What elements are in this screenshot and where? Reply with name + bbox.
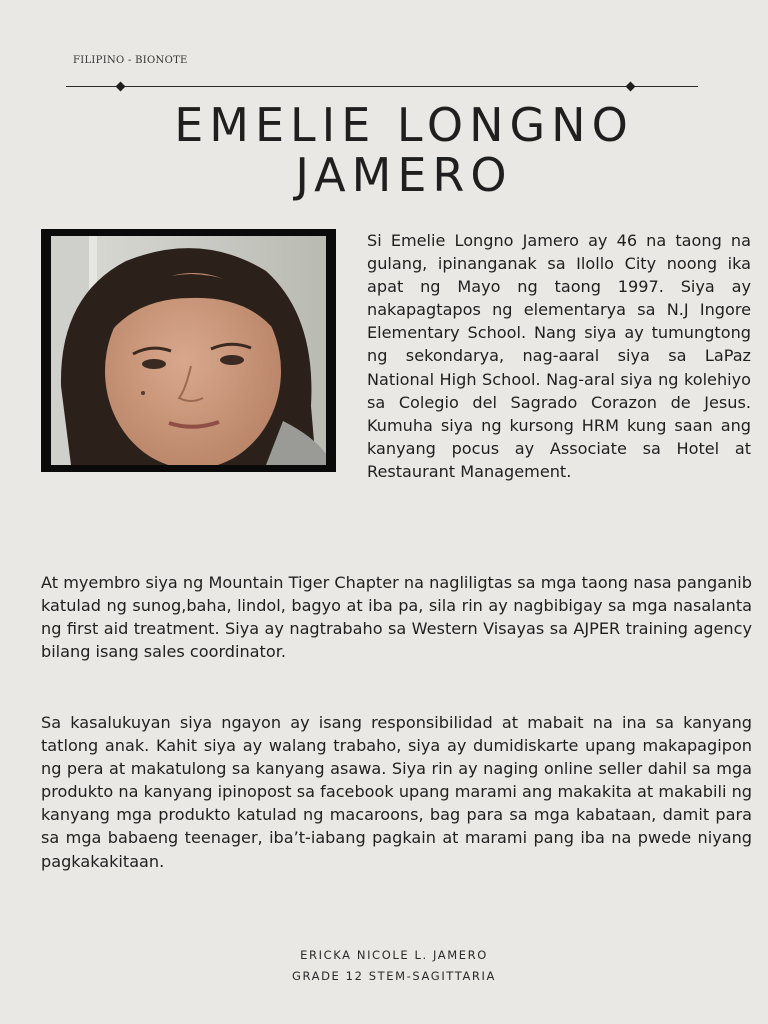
bio-paragraph-2: At myembro siya ng Mountain Tiger Chapter na nagliligtas sa mga taong nasa panganib katulad ng sunog,baha, lindol, bagyo at iba pa, sila rin ay nagbibigay sa mga nasalanta ng first aid treatment. Siya ay nagtrabaho sa Western Visayas sa AJPER training agency bilang isang sales coordinator. xyxy=(41,573,752,662)
title-line-1: EMELIE LONGNO xyxy=(174,98,634,152)
document-label: FILIPINO - BIONOTE xyxy=(73,55,188,66)
divider-diamond-right xyxy=(626,82,636,92)
portrait-frame xyxy=(41,229,336,472)
page-title xyxy=(0,100,768,200)
title-line-2: JAMERO xyxy=(295,148,513,202)
bio-paragraph-3: Sa kasalukuyan siya ngayon ay isang responsibilidad at mabait na ina sa kanyang tatlong anak. Kahit siya ay walang trabaho, siya ay dumidiskarte upang makapagipon ng pera at makatulong sa kanyang asawa. Siya rin ay naging online seller dahil sa mga produkto na kanyang ipinopost sa facebook upang marami ang makakita at makabili ng kanyang mga produkto katulad ng macaroons, bag para sa mga kabataan, damit para sa mga babaeng teenager, iba’t-iabang pagkain at marami pang iba na pwede niyang pagkakakitaan. xyxy=(41,713,752,871)
author-name: ERICKA NICOLE L. JAMERO xyxy=(300,948,488,962)
portrait-photo xyxy=(51,236,326,465)
bio-paragraph-1: Si Emelie Longno Jamero ay 46 na taong na gulang, ipinanganak sa Ilollo City noong ika apat ng Mayo ng taong 1997. Siya ay nakapagtapos ng elementarya sa N.J Ingore Elementary School. Nang siya ay tumungtong ng sekondarya, nag-aaral siya sa LaPaz National High School. Nag-aral siya ng kolehiyo sa Colegio del Sagrado Corazon de Jesus. Kumuha siya ng kursong HRM kung saan ang kanyang pocus ay Associate sa Hotel at Restaurant Management. xyxy=(367,231,751,481)
divider-diamond-left xyxy=(116,82,126,92)
author-grade: GRADE 12 STEM-SAGITTARIA xyxy=(292,969,496,983)
divider-line xyxy=(66,86,698,87)
